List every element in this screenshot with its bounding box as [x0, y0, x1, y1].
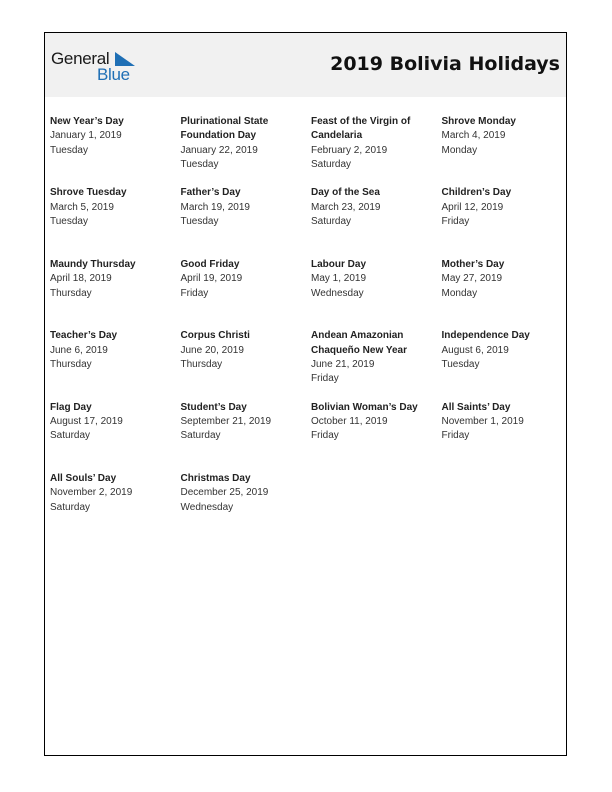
- holiday-entry: [181, 472, 312, 543]
- logo-general-text: General: [51, 49, 110, 68]
- holiday-name: All Souls’ Day: [50, 472, 117, 484]
- holiday-name: Independence Day: [441, 330, 530, 342]
- holiday-name: Good Friday: [180, 258, 240, 270]
- holiday-entry: [181, 401, 312, 472]
- holiday-date: April 12, 2019: [441, 201, 504, 213]
- holiday-name: Corpus Christi: [180, 330, 250, 342]
- holiday-weekday: Wednesday: [180, 501, 234, 513]
- holiday-entry: [50, 258, 181, 329]
- holiday-grid: [50, 115, 566, 543]
- holiday-entry: [311, 329, 442, 400]
- holiday-weekday: Friday: [180, 287, 209, 299]
- holiday-weekday: Tuesday: [180, 159, 219, 171]
- holiday-name: Labour Day: [311, 258, 367, 270]
- holiday-name: Christmas Day: [180, 472, 251, 484]
- holiday-weekday: Tuesday: [180, 216, 219, 228]
- holiday-date: February 2, 2019: [311, 144, 388, 156]
- holiday-date: December 25, 2019: [180, 487, 269, 499]
- holiday-weekday: Tuesday: [50, 144, 88, 156]
- holiday-name: Feast of the Virgin of Candelaria: [311, 116, 411, 142]
- holiday-entry: [50, 329, 181, 400]
- holiday-entry: [50, 115, 181, 186]
- holiday-name: Shrove Monday: [441, 116, 516, 127]
- holiday-date: October 11, 2019: [311, 415, 388, 427]
- holiday-weekday: Friday: [441, 430, 470, 442]
- logo-flag-icon: [115, 52, 135, 66]
- holiday-weekday: Friday: [441, 216, 470, 228]
- holiday-date: June 6, 2019: [50, 344, 108, 356]
- holiday-weekday: Saturday: [50, 501, 91, 513]
- holiday-entry: [311, 186, 442, 257]
- holiday-name: Maundy Thursday: [50, 258, 136, 270]
- holiday-weekday: Saturday: [311, 159, 352, 171]
- generalblue-logo: [51, 49, 141, 85]
- holiday-date: January 22, 2019: [180, 144, 258, 156]
- holiday-entry: [50, 472, 181, 543]
- holiday-weekday: Thursday: [50, 287, 92, 299]
- holiday-weekday: Tuesday: [50, 216, 88, 228]
- holiday-entry: [181, 186, 312, 257]
- holiday-date: June 20, 2019: [180, 344, 244, 356]
- holiday-weekday: Monday: [441, 144, 478, 156]
- holiday-entry: [311, 401, 442, 472]
- holiday-date: March 19, 2019: [180, 201, 250, 213]
- holiday-entry: [442, 115, 566, 186]
- holiday-name: Flag Day: [50, 401, 92, 413]
- holiday-name: Children’s Day: [441, 187, 512, 199]
- holiday-name: Father’s Day: [180, 187, 241, 199]
- holiday-date: March 4, 2019: [441, 130, 506, 142]
- holiday-date: September 21, 2019: [180, 415, 272, 427]
- holiday-name: Bolivian Woman’s Day: [311, 401, 418, 413]
- holiday-weekday: Friday: [311, 430, 339, 442]
- holiday-weekday: Saturday: [311, 216, 352, 228]
- holiday-weekday: Monday: [441, 287, 478, 299]
- page-frame: [44, 32, 567, 756]
- holiday-date: August 17, 2019: [50, 415, 123, 427]
- header-band: [45, 33, 566, 97]
- holiday-name: Day of the Sea: [311, 187, 380, 199]
- holiday-entry: [181, 258, 312, 329]
- holiday-weekday: Saturday: [50, 430, 91, 442]
- logo-blue-text: Blue: [97, 65, 130, 84]
- holiday-name: Mother’s Day: [441, 258, 505, 270]
- holiday-weekday: Thursday: [180, 358, 223, 370]
- holiday-name: Teacher’s Day: [50, 330, 118, 342]
- holiday-name: Andean Amazonian Chaqueño New Year: [311, 330, 407, 356]
- holiday-date: November 2, 2019: [50, 487, 133, 499]
- holiday-date: June 21, 2019: [311, 358, 375, 370]
- holiday-weekday: Thursday: [50, 358, 92, 370]
- holiday-name: All Saints’ Day: [441, 401, 511, 413]
- holiday-date: April 18, 2019: [50, 273, 112, 285]
- holiday-date: January 1, 2019: [50, 130, 122, 142]
- holiday-weekday: Saturday: [180, 430, 221, 442]
- holiday-entry: [442, 401, 566, 472]
- holiday-entry: [442, 329, 566, 400]
- holiday-date: April 19, 2019: [180, 273, 243, 285]
- holiday-entry: [442, 186, 566, 257]
- holiday-entry: [181, 329, 312, 400]
- holiday-name: Plurinational State Foundation Day: [180, 116, 269, 142]
- holiday-entry: [181, 115, 312, 186]
- holiday-name: Shrove Tuesday: [50, 187, 127, 199]
- holiday-date: March 5, 2019: [50, 201, 114, 213]
- holiday-date: November 1, 2019: [441, 415, 524, 427]
- holiday-weekday: Friday: [311, 373, 339, 385]
- holiday-entry: [50, 186, 181, 257]
- holiday-date: May 27, 2019: [441, 273, 503, 285]
- holiday-entry: [311, 115, 442, 186]
- holiday-entry: [311, 258, 442, 329]
- holiday-weekday: Tuesday: [441, 358, 480, 370]
- holiday-entry: [442, 258, 566, 329]
- holiday-date: August 6, 2019: [441, 344, 509, 356]
- page-title: 2019 Bolivia Holidays: [330, 53, 560, 75]
- holiday-date: March 23, 2019: [311, 201, 381, 213]
- holiday-entry: [50, 401, 181, 472]
- holiday-date: May 1, 2019: [311, 273, 367, 285]
- holiday-name: Student’s Day: [180, 401, 247, 413]
- holiday-name: New Year’s Day: [50, 116, 124, 127]
- holiday-weekday: Wednesday: [311, 287, 364, 299]
